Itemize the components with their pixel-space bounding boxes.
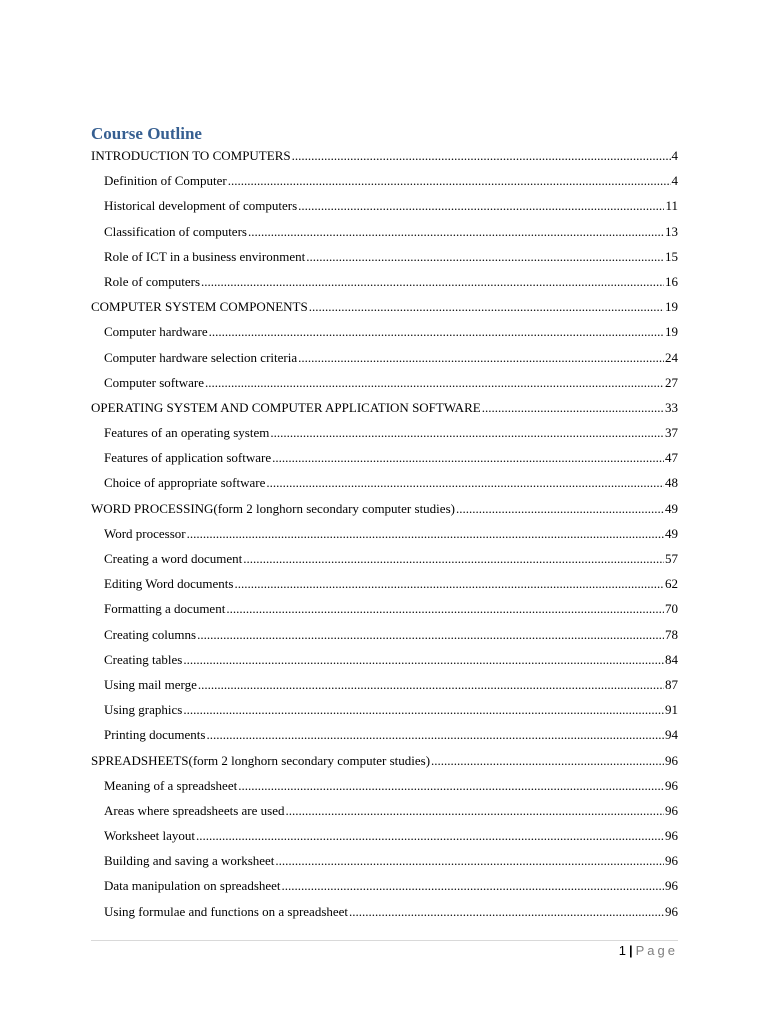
toc-dot-leader [196,826,664,846]
toc-entry-title: Choice of appropriate software [104,475,266,491]
toc-entry-title: Features of an operating system [104,425,270,441]
toc-section-entry[interactable] [91,675,678,700]
toc-dot-leader [285,801,664,821]
toc-entry-title: Data manipulation on spreadsheet [104,878,281,894]
toc-section-entry[interactable] [91,650,678,675]
toc-dot-leader [226,599,664,619]
toc-section-entry[interactable] [91,776,678,801]
toc-entry-title: Word processor [104,525,186,541]
toc-entry-title: Using mail merge [104,676,197,692]
toc-dot-leader [431,751,664,771]
toc-entry-page-number: 4 [671,173,678,189]
toc-section-entry[interactable] [91,851,678,876]
toc-dot-leader [205,373,664,393]
toc-entry-title: Computer software [104,374,205,390]
toc-entry-page-number: 96 [665,828,678,844]
toc-section-entry[interactable] [91,826,678,851]
toc-entry-page-number: 11 [665,198,678,214]
toc-entry-title: Areas where spreadsheets are used [104,802,285,818]
toc-dot-leader [282,876,664,896]
toc-entry-page-number: 96 [665,777,678,793]
toc-entry-page-number: 13 [665,223,678,239]
toc-section-entry[interactable] [91,524,678,549]
toc-entry-title: Editing Word documents [104,576,234,592]
toc-entry-page-number: 96 [665,752,678,768]
toc-entry-title: INTRODUCTION TO COMPUTERS [91,148,291,163]
toc-section-entry[interactable] [91,902,678,927]
toc-section-entry[interactable] [91,322,678,347]
toc-section-entry[interactable] [91,876,678,901]
toc-chapter-entry[interactable] [91,398,678,423]
toc-dot-leader [243,549,664,569]
toc-dot-leader [309,297,664,317]
footer-page-label: Page [635,943,678,958]
toc-dot-leader [234,574,664,594]
toc-entry-title: Computer hardware selection criteria [104,349,298,365]
toc-section-entry[interactable] [91,171,678,196]
toc-dot-leader [197,625,664,645]
toc-entry-title: Using graphics [104,702,183,718]
toc-dot-leader [349,902,664,922]
toc-dot-leader [187,524,664,544]
toc-section-entry[interactable] [91,348,678,373]
toc-dot-leader [228,171,671,191]
toc-entry-title: Computer hardware [104,324,208,340]
page-footer [619,942,678,960]
toc-entry-page-number: 70 [665,601,678,617]
toc-entry-title: Features of application software [104,450,272,466]
toc-section-entry[interactable] [91,574,678,599]
toc-section-entry[interactable] [91,549,678,574]
toc-section-entry[interactable] [91,423,678,448]
toc-entry-page-number: 33 [665,399,678,415]
toc-chapter-entry[interactable] [91,297,678,322]
toc-entry-page-number: 16 [665,273,678,289]
toc-dot-leader [206,725,664,745]
toc-entry-page-number: 96 [665,878,678,894]
footer-divider [91,940,678,941]
toc-entry-page-number: 96 [665,802,678,818]
toc-entry-page-number: 49 [665,525,678,541]
toc-section-entry[interactable] [91,599,678,624]
toc-entry-page-number: 24 [665,349,678,365]
toc-section-entry[interactable] [91,373,678,398]
toc-dot-leader [456,499,664,519]
toc-entry-page-number: 87 [665,676,678,692]
toc-section-entry[interactable] [91,700,678,725]
toc-entry-page-number: 57 [665,551,678,566]
toc-entry-title: Creating columns [104,626,197,642]
toc-section-entry[interactable] [91,725,678,750]
toc-entry-title: Building and saving a worksheet [104,853,275,869]
table-of-contents [91,146,678,927]
toc-dot-leader [248,222,664,242]
toc-entry-page-number: 94 [665,727,678,743]
toc-dot-leader [306,247,664,267]
toc-entry-title: Worksheet layout [104,828,196,844]
toc-entry-title: Creating a word document [104,551,243,566]
toc-dot-leader [298,196,664,216]
toc-entry-title: Printing documents [104,727,206,743]
toc-entry-page-number: 49 [665,500,678,516]
toc-dot-leader [298,348,664,368]
toc-chapter-entry[interactable] [91,146,678,171]
toc-entry-title: OPERATING SYSTEM AND COMPUTER APPLICATION SOFTWARE [91,399,481,415]
toc-section-entry[interactable] [91,448,678,473]
toc-entry-title: Meaning of a spreadsheet [104,777,238,793]
toc-entry-page-number: 78 [665,626,678,642]
toc-entry-page-number: 15 [665,248,678,264]
toc-section-entry[interactable] [91,473,678,498]
toc-section-entry[interactable] [91,222,678,247]
toc-entry-title: SPREADSHEETS(form 2 longhorn secondary computer studies) [91,752,431,768]
toc-entry-title: Creating tables [104,651,183,667]
toc-dot-leader [209,322,664,342]
toc-entry-page-number: 19 [665,324,678,340]
toc-entry-page-number: 4 [671,148,678,163]
toc-dot-leader [482,398,664,418]
toc-entry-page-number: 19 [665,299,678,315]
toc-dot-leader [266,473,664,493]
toc-entry-title: Classification of computers [104,223,247,239]
toc-dot-leader [198,675,664,695]
toc-entry-page-number: 96 [665,903,678,919]
toc-dot-leader [183,650,664,670]
toc-entry-title: Formatting a document [104,601,226,617]
toc-entry-title: WORD PROCESSING(form 2 longhorn secondary computer studies) [91,500,455,516]
toc-dot-leader [183,700,664,720]
toc-dot-leader [292,146,671,166]
toc-entry-title: COMPUTER SYSTEM COMPONENTS [91,299,308,315]
toc-entry-page-number: 91 [665,702,678,718]
toc-entry-page-number: 84 [665,651,678,667]
toc-entry-page-number: 27 [665,374,678,390]
toc-entry-page-number: 37 [665,425,678,441]
toc-section-entry[interactable] [91,196,678,221]
toc-entry-title: Role of computers [104,273,201,289]
toc-entry-title: Historical development of computers [104,198,298,214]
toc-entry-page-number: 96 [665,853,678,869]
toc-dot-leader [270,423,664,443]
footer-page-number: 1 [618,943,626,958]
toc-dot-leader [201,272,664,292]
toc-entry-title: Definition of Computer [104,173,227,189]
toc-entry-page-number: 62 [665,576,678,592]
toc-section-entry[interactable] [91,247,678,272]
toc-entry-title: Using formulae and functions on a spreadsheet [104,903,349,919]
footer-separator: | [628,943,633,958]
toc-entry-title: Role of ICT in a business environment [104,248,306,264]
toc-dot-leader [275,851,664,871]
toc-entry-page-number: 47 [665,450,678,466]
toc-heading: Course Outline [91,124,202,143]
toc-chapter-entry[interactable] [91,499,678,524]
toc-section-entry[interactable] [91,625,678,650]
toc-section-entry[interactable] [91,272,678,297]
toc-chapter-entry[interactable] [91,751,678,776]
toc-dot-leader [238,776,664,796]
toc-section-entry[interactable] [91,801,678,826]
toc-entry-page-number: 48 [665,475,678,491]
toc-dot-leader [272,448,664,468]
